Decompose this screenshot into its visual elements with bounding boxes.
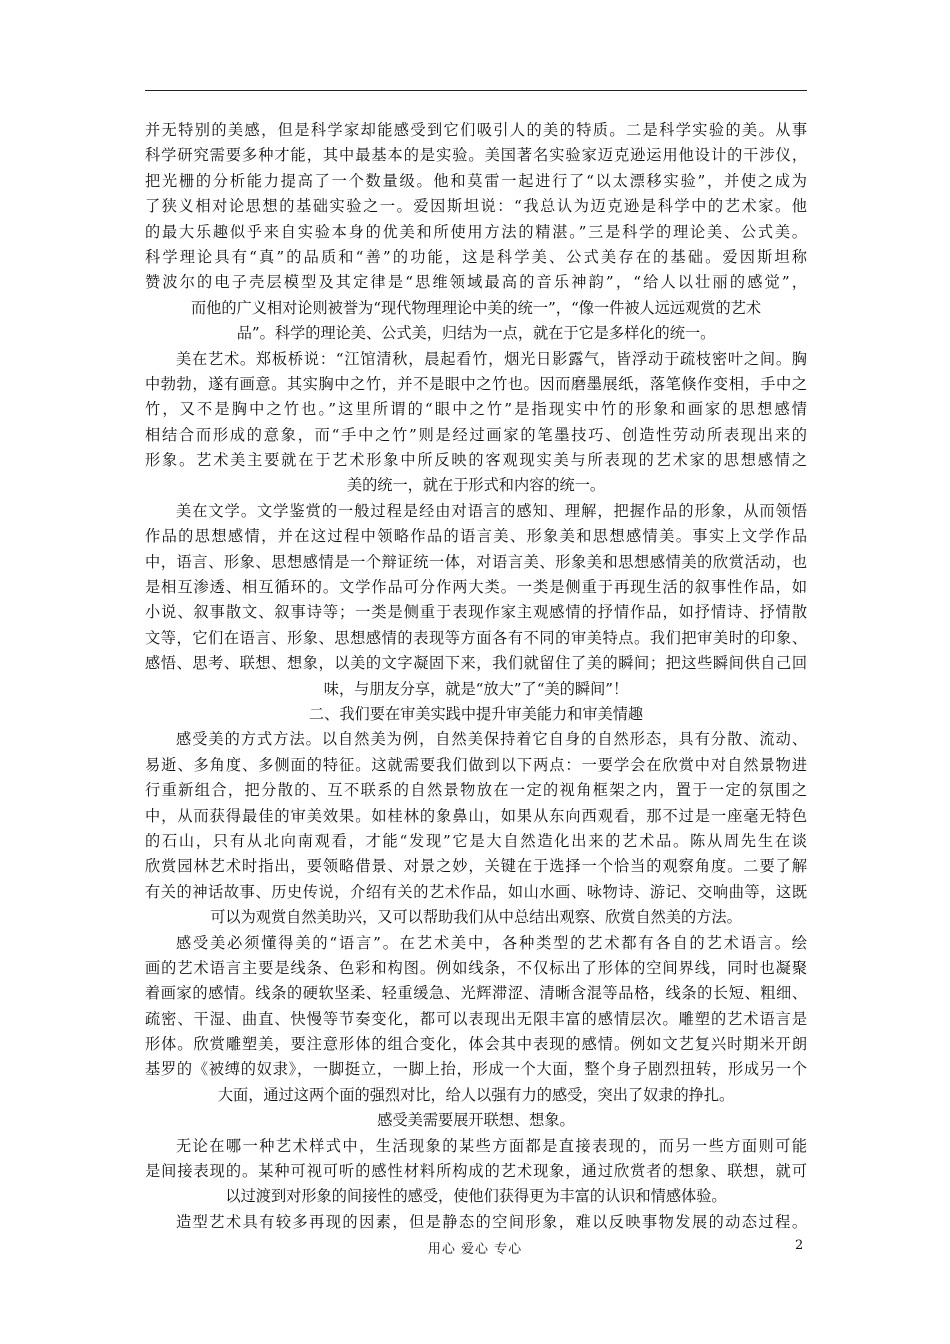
text-line: 科学研究需要多种才能，其中最基本的是实验。美国著名实验家迈克逊运用他设计的干涉仪， <box>145 146 807 165</box>
text-line: 科学理论具有“真”的品质和“善”的功能，这是科学美、公式美存在的基础。爱因斯坦称 <box>145 247 807 266</box>
text-line: 大面，通过这两个面的强烈对比，给人以强有力的感受，突出了奴隶的挣扎。 <box>217 1085 735 1104</box>
text-line: 画的艺术语言主要是线条、色彩和构图。例如线条，不仅标出了形体的空间界线，同时也凝聚 <box>145 958 807 977</box>
text-line: 有关的神话故事、历史传说，介绍有关的艺术作品，如山水画、咏物诗、游记、交响曲等，这既 <box>145 882 807 901</box>
text-line: 味，与朋友分享，就是“放大”了“美的瞬间”！ <box>323 679 629 698</box>
text-line: 行重新组合，把分散的、互不联系的自然景物放在一定的视角框架之内，置于一定的氛围之 <box>145 781 807 800</box>
text-line: 中勃勃，遂有画意。其实胸中之竹，并不是眼中之竹也。因而磨墨展纸，落笔倏作变相，手中之 <box>145 374 807 393</box>
text-line: 感受美必须懂得美的“语言”。在艺术美中，各种类型的艺术都有各自的艺术语言。绘 <box>176 933 807 952</box>
text-line: 中，语言、形象、思想感情是一个辩证统一体，对语言美、形象美和思想感情美的欣赏活动，也 <box>145 552 807 571</box>
text-line: 形象。艺术美主要就在于艺术形象中所反映的客观现实美与所表现的艺术家的思想感情之 <box>145 451 807 470</box>
text-line: 而他的广义相对论则被誉为“现代物理理论中美的统一”，“像一件被人远远观赏的艺术 <box>190 298 762 317</box>
text-line: 是间接表现的。某种可视可听的感性材料所构成的艺术现象，通过欣赏者的想象、联想，就可 <box>145 1162 807 1181</box>
text-line: 并无特别的美感，但是科学家却能感受到它们吸引人的美的特质。二是科学实验的美。从事 <box>145 121 807 139</box>
text-line: 是相互渗透、相互循环的。文学作品可分作两大类。一类是侧重于再现生活的叙事性作品，如 <box>145 578 807 597</box>
text-line: 小说、叙事散文、叙事诗等；一类是侧重于表现作家主观感情的抒情作品，如抒情诗、抒情散 <box>145 603 807 622</box>
text-line: 欣赏园林艺术时指出，要领略借景、对景之妙，关键在于选择一个恰当的观察角度。二要了解 <box>145 857 807 876</box>
text-line: 的最大乐趣似乎来自实验本身的优美和所使用方法的精湛。”三是科学的理论美、公式美。 <box>145 222 807 241</box>
header-rule <box>145 90 807 91</box>
text-line: 无论在哪一种艺术样式中，生活现象的某些方面都是直接表现的，而另一些方面则可能 <box>176 1136 807 1155</box>
footer-motto: 用心 爱心 专心 <box>427 1242 523 1257</box>
page-number: 2 <box>795 1238 804 1253</box>
text-line: 美在艺术。郑板桥说：“江馆清秋，晨起看竹，烟光日影露气，皆浮动于疏枝密叶之间。胸 <box>176 349 807 368</box>
text-line: 的石山，只有从北向南观看，才能“发现”它是大自然造化出来的艺术品。陈从周先生在谈 <box>145 831 807 850</box>
text-line: 品”。科学的理论美、公式美，归结为一点，就在于它是多样化的统一。 <box>236 324 716 343</box>
body-text <box>145 118 807 1235</box>
page-footer <box>0 1238 950 1260</box>
text-line: 赞波尔的电子壳层模型及其定律是“思维领域最高的音乐神韵”，“给人以壮丽的感觉”， <box>145 273 807 292</box>
text-line: 易逝、多角度、多侧面的特征。这就需要我们做到以下两点：一要学会在欣赏中对自然景物进 <box>145 755 807 774</box>
text-line: 文等，它们在语言、形象、思想感情的表现等方面各有不同的审美特点。我们把审美时的印象、 <box>145 628 807 647</box>
text-line: 二、我们要在审美实践中提升审美能力和审美情趣 <box>308 704 644 723</box>
text-line: 感悟、思考、联想、想象，以美的文字凝固下来，我们就留住了美的瞬间；把这些瞬间供自己回 <box>145 654 807 673</box>
text-line: 作品的思想感情，并在这过程中领略作品的语言美、形象美和思想感情美。事实上文学作品 <box>145 527 807 546</box>
text-line: 相结合而形成的意象，而“手中之竹”则是经过画家的笔墨技巧、创造性劳动所表现出来的 <box>145 425 807 444</box>
text-line: 美在文学。文学鉴赏的一般过程是经由对语言的感知、理解，把握作品的形象，从而领悟 <box>176 501 807 520</box>
text-line: 感受美的方式方法。以自然美为例，自然美保持着它自身的自然形态，具有分散、流动、 <box>176 730 807 749</box>
text-line: 了狭义相对论思想的基础实验之一。爱因斯坦说：“我总认为迈克逊是科学中的艺术家。他 <box>145 197 807 216</box>
text-line: 以过渡到对形象的间接性的感受，使他们获得更为丰富的认识和情感体验。 <box>225 1187 727 1206</box>
text-line: 造型艺术具有较多再现的因素，但是静态的空间形象，难以反映事物发展的动态过程。 <box>176 1212 807 1231</box>
text-line: 感受美需要展开联想、想象。 <box>377 1111 575 1130</box>
text-line: 中，从而获得最佳的审美效果。如桂林的象鼻山，如果从东向西观看，那不过是一座毫无特色 <box>145 806 807 825</box>
text-line: 把光栅的分析能力提高了一个数量级。他和莫雷一起进行了“以太漂移实验”，并使之成为 <box>145 171 807 190</box>
text-line: 竹，又不是胸中之竹也。”这里所谓的“眼中之竹”是指现实中竹的形象和画家的思想感情 <box>145 400 807 419</box>
text-line: 着画家的感情。线条的硬软坚柔、轻重缓急、光辉滞涩、清晰含混等品格，线条的长短、粗细、 <box>145 984 807 1003</box>
text-line: 形体。欣赏雕塑美，要注意形体的组合变化，体会其中表现的感情。例如文艺复兴时期米开朗 <box>145 1035 807 1054</box>
text-line: 基罗的《被缚的奴隶》，一脚挺立，一脚上抬，形成一个大面，整个身子剧烈扭转，形成另一个 <box>145 1060 807 1079</box>
text-line: 可以为观赏自然美助兴，又可以帮助我们从中总结出观察、欣赏自然美的方法。 <box>210 908 742 927</box>
text-line: 美的统一，就在于形式和内容的统一。 <box>346 476 606 495</box>
text-line: 疏密、干湿、曲直、快慢等节奏变化，都可以表现出无限丰富的感情层次。雕塑的艺术语言是 <box>145 1009 807 1028</box>
